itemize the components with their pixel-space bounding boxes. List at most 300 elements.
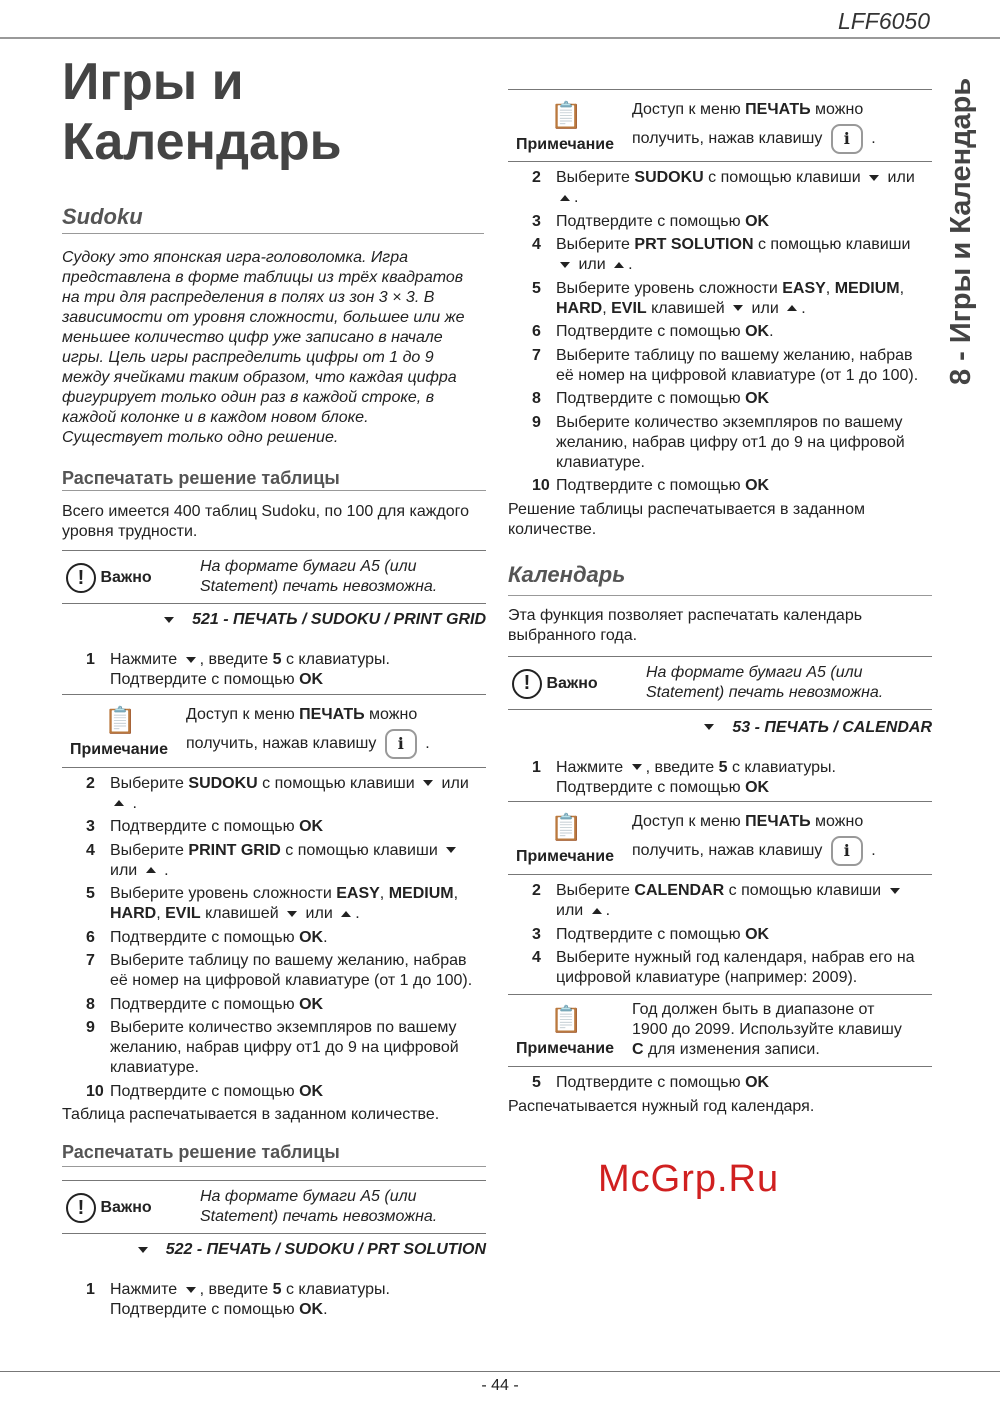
title-line: Игры и (62, 53, 244, 111)
text: с помощью клавиши (753, 236, 911, 253)
step-list (508, 881, 932, 988)
important-box (62, 557, 486, 603)
up-arrow-icon (560, 195, 570, 201)
section-heading: Распечатать решение таблицы (62, 1142, 340, 1162)
bold-text: OK (745, 323, 770, 340)
text: Выберите (556, 882, 635, 899)
text: с помощью клавиши (257, 774, 420, 792)
text: Выберите количество экземпляров по вашему желанию, набрав цифру от1 до 9 на цифровой клавиатуре. (556, 413, 905, 471)
step-text (110, 995, 323, 1015)
note-line (632, 96, 863, 124)
text: Выберите нужный год календаря, набрав его на цифровой клавиатуре (например: 2009). (556, 949, 915, 986)
text: , (156, 905, 166, 922)
text: . (866, 130, 876, 148)
step-text (110, 650, 486, 690)
exclamation-icon: ! (66, 1193, 96, 1223)
text: для изменения записи. (643, 1041, 820, 1058)
divider (62, 694, 486, 695)
note-box (62, 701, 486, 765)
text: . (628, 256, 633, 273)
note-label: Примечание (516, 136, 615, 153)
result-text (508, 500, 932, 540)
bold-text: PRINT GRID (188, 841, 281, 859)
text-line: На формате бумаги A5 (или (200, 558, 417, 575)
step-list (508, 1073, 932, 1093)
text: . (605, 902, 611, 919)
down-arrow-icon (423, 780, 433, 786)
bold-text: OK (299, 995, 324, 1013)
note-box (508, 808, 932, 872)
step-list (62, 650, 486, 690)
bold-text: OK (299, 818, 324, 835)
bold-text: OK (745, 212, 770, 230)
bold-text: OK (299, 1082, 324, 1100)
step-text (556, 948, 932, 988)
text: можно (810, 101, 864, 118)
model-header: LFF6050 (837, 8, 930, 34)
step-number: 1 (532, 758, 541, 776)
exclamation-icon: ! (512, 669, 542, 699)
note-box (508, 96, 932, 160)
note-line (632, 808, 863, 836)
text: Подтвердите с помощью (110, 1082, 300, 1100)
down-arrow-icon (287, 911, 297, 917)
note-text (632, 1000, 902, 1060)
text: с клавиатуры. Подтвердите с помощью (110, 1281, 390, 1318)
text: с клавиатуры. Подтвердите с помощью (110, 651, 390, 688)
text: , (379, 885, 389, 902)
step-item (86, 817, 486, 837)
step-number: 8 (86, 995, 95, 1013)
text: , введите (199, 651, 273, 668)
divider (508, 874, 932, 875)
text-line: фигурирует только один раз в каждой строке, в (62, 389, 435, 406)
step-number: 7 (86, 952, 95, 969)
step-number: 4 (532, 949, 541, 966)
text: Нажмите (110, 1281, 182, 1298)
info-key-icon: i (385, 729, 417, 759)
page-title (62, 52, 342, 172)
down-arrow-icon (890, 888, 900, 894)
step-text (556, 389, 769, 409)
step-text (556, 212, 769, 232)
text: , введите (645, 758, 719, 776)
step-item (532, 346, 932, 386)
bold-text: SUDOKU (634, 169, 704, 186)
divider (62, 550, 486, 551)
clipboard-icon: 📋 (550, 100, 583, 130)
text: Выберите уровень сложности (556, 279, 783, 297)
sudoku-intro (62, 248, 465, 448)
text: или (883, 169, 915, 186)
text: клавишей (646, 299, 730, 317)
step-item (86, 1280, 486, 1320)
divider (62, 603, 486, 604)
step-list (508, 168, 932, 496)
important-text (200, 557, 437, 597)
text: . (866, 842, 876, 860)
step-number: 3 (532, 212, 541, 230)
menu-path: 522 - ПЕЧАТЬ / SUDOKU / PRT SOLUTION (62, 1240, 486, 1260)
bold-text: ПЕЧАТЬ (745, 101, 811, 118)
bold-text: MEDIUM (388, 885, 454, 902)
step-text (556, 279, 932, 319)
bold-text: OK (745, 390, 770, 407)
note-line (632, 836, 876, 866)
step-item (86, 841, 486, 881)
important-box (508, 663, 932, 709)
text: , (453, 885, 459, 902)
text-line: Всего имеется 400 таблиц Sudoku, по 100 для каждого (62, 503, 470, 520)
note-line (186, 729, 430, 759)
clipboard-icon: 📋 (550, 812, 583, 842)
text-line (632, 1000, 902, 1020)
step-item (532, 476, 932, 496)
important-text (200, 1187, 437, 1227)
result-text: Таблица распечатывается в заданном количестве. (62, 1106, 440, 1123)
text: с клавиатуры. Подтвердите с помощью (556, 758, 836, 796)
bold-text: SUDOKU (188, 774, 258, 792)
divider (508, 1066, 932, 1067)
page-number: - 44 - (481, 1377, 519, 1394)
text: . (420, 734, 430, 752)
text-line: На формате бумаги A5 (или (646, 663, 863, 681)
divider (62, 1166, 486, 1167)
info-key-icon: i (831, 836, 863, 866)
step-item (532, 212, 932, 232)
divider (62, 1233, 486, 1234)
text: . (159, 861, 169, 879)
text: Выберите количество экземпляров по вашему желанию, набрав цифру от1 до 9 на цифровой клавиатуре. (110, 1019, 459, 1076)
bold-text: OK (745, 925, 770, 943)
text-line: представлена в форме таблицы из трёх квадратов (62, 269, 464, 286)
step-text (556, 322, 774, 342)
bold-text: EASY (336, 885, 380, 902)
text-line: зависимости от уровня сложности, большее или же (62, 309, 465, 326)
step-number: 10 (86, 1082, 104, 1100)
step-item (532, 881, 932, 921)
text: , введите (199, 1281, 273, 1298)
text-line: Судоку это японская игра-головоломка. Игра (62, 249, 408, 266)
down-arrow-icon (869, 175, 879, 181)
divider (508, 709, 932, 710)
step-text (556, 476, 769, 496)
bold-text: OK (299, 1301, 324, 1318)
step-text (110, 951, 486, 991)
text: Подтвердите с помощью (110, 928, 300, 946)
step-number: 2 (86, 774, 95, 792)
text: Доступ к меню (632, 813, 746, 830)
step-item (86, 1082, 486, 1102)
divider (62, 1180, 486, 1181)
step-item (86, 774, 486, 814)
text: Доступ к меню (632, 101, 746, 118)
step-number: 9 (532, 413, 541, 431)
note-label: Примечание (70, 740, 169, 758)
step-list (62, 774, 486, 1102)
text: можно (364, 705, 418, 723)
text-line: Statement) печать невозможна. (200, 1208, 438, 1225)
step-number: 3 (532, 925, 541, 943)
up-arrow-icon (592, 908, 602, 914)
step-number: 5 (86, 885, 95, 902)
step-item (86, 928, 486, 948)
left-column-flow (62, 467, 486, 1324)
text-line: Решение таблицы распечатывается в заданном (508, 500, 865, 518)
bold-text: CALENDAR (634, 882, 725, 899)
step-item (532, 168, 932, 208)
step-text (110, 1280, 486, 1320)
step-text (556, 235, 932, 275)
text: , (825, 279, 835, 297)
text-line: Statement) печать невозможна. (200, 578, 438, 595)
step-item (86, 650, 486, 690)
step-number: 9 (86, 1019, 95, 1036)
text: с помощью клавиши (280, 841, 443, 859)
menu-path: 521 - ПЕЧАТЬ / SUDOKU / PRINT GRID (62, 610, 486, 630)
down-arrow-icon (164, 617, 174, 623)
watermark: McGrp.Ru (598, 1157, 780, 1200)
bold-text: OK (745, 778, 770, 796)
text-line (632, 1040, 902, 1060)
note-line (186, 701, 417, 729)
text-line: уровня трудности. (62, 523, 198, 540)
text: Год должен быть в диапазоне от (632, 1001, 875, 1018)
divider (508, 994, 932, 995)
text: Подтвердите с помощью (556, 390, 746, 407)
text: можно (810, 813, 864, 830)
header-rule (0, 37, 1000, 39)
step-item (532, 1073, 932, 1093)
bold-text: 5 (272, 651, 282, 668)
text: Нажмите (110, 651, 182, 668)
clipboard-icon: 📋 (550, 1004, 583, 1034)
important-text (646, 663, 883, 703)
bold-text: OK (299, 928, 324, 946)
note-box (508, 1000, 932, 1066)
down-arrow-icon (186, 1287, 196, 1293)
chapter-side-tab: 8 - Игры и Календарь (945, 77, 977, 385)
text: Выберите (556, 169, 635, 186)
bold-text: ПЕЧАТЬ (745, 813, 811, 830)
sudoku-heading: Sudoku (62, 204, 143, 229)
up-arrow-icon (341, 911, 351, 917)
step-text (556, 758, 932, 798)
text: с помощью клавиши (724, 882, 886, 899)
step-text (556, 413, 932, 473)
step-text (556, 881, 932, 921)
bold-text: C (632, 1041, 644, 1058)
text-line: на три для распределения в полях из зон 3 × 3. В (62, 289, 435, 306)
text: или (574, 256, 611, 273)
important-label: ! Важно (66, 563, 152, 593)
bold-text: EASY (782, 279, 826, 297)
step-number: 5 (532, 1074, 541, 1091)
step-number: 5 (532, 279, 541, 297)
step-item (532, 925, 932, 945)
bold-text: PRT SOLUTION (634, 236, 754, 253)
text: получить, нажав клавишу (632, 842, 827, 860)
right-column-flow (508, 89, 932, 1201)
step-item (532, 235, 932, 275)
divider (508, 801, 932, 802)
step-text (110, 928, 328, 948)
note-label: Примечание (516, 1040, 615, 1057)
step-number: 6 (86, 928, 95, 946)
bold-text: OK (745, 477, 770, 494)
step-number: 2 (532, 882, 541, 899)
text: Подтвердите с помощью (556, 477, 746, 494)
text: Нажмите (556, 758, 628, 776)
up-arrow-icon (787, 305, 797, 311)
text: Выберите таблицу по вашему желанию, набрав её номер на цифровой клавиатуре (от 1 до 100). (110, 952, 473, 989)
bold-text: HARD (556, 299, 603, 317)
clipboard-icon: 📋 (104, 704, 137, 735)
text: или (110, 861, 142, 879)
text: . (574, 189, 579, 206)
text: . (323, 1301, 328, 1318)
step-list (508, 758, 932, 798)
text: получить, нажав клавишу (186, 734, 381, 752)
down-arrow-icon (704, 724, 714, 730)
section-text (62, 502, 486, 542)
section-heading: Распечатать решение таблицы (62, 468, 340, 488)
step-number: 7 (532, 346, 541, 364)
divider (508, 595, 932, 596)
text-line: игры. Цель игры распределить цифры от 1 до 9 (62, 349, 434, 366)
step-text (110, 1018, 486, 1078)
text: . (769, 323, 774, 340)
text: Подтвердите с помощью (556, 212, 746, 230)
down-arrow-icon (186, 657, 196, 663)
info-key-icon: i (831, 124, 863, 154)
text: . (355, 905, 360, 922)
text: , (899, 279, 905, 297)
note-label: Примечание (516, 848, 615, 865)
step-list (62, 1280, 486, 1320)
text: Подтвердите с помощью (556, 323, 746, 340)
up-arrow-icon (114, 800, 124, 806)
text: Выберите (110, 774, 189, 792)
step-item (532, 413, 932, 473)
divider (508, 656, 932, 657)
title-line: Календарь (62, 113, 342, 171)
bold-text: MEDIUM (834, 279, 900, 297)
text-line: каждой колонке и в каждом новом блоке. (62, 409, 369, 426)
step-text (556, 1073, 769, 1093)
step-number: 8 (532, 390, 541, 407)
down-arrow-icon (632, 764, 642, 770)
divider (62, 233, 484, 234)
text: или (437, 774, 469, 792)
text-line: Statement) печать невозможна. (646, 683, 884, 701)
text-line: меньшее количество цифр уже записано в начале (62, 329, 443, 346)
text: или (301, 905, 338, 922)
bold-text: EVIL (611, 299, 647, 317)
text: получить, нажав клавишу (632, 130, 827, 148)
note-line (632, 124, 876, 154)
divider (62, 767, 486, 768)
down-arrow-icon (560, 262, 570, 268)
step-item (532, 279, 932, 319)
text: Подтвердите с помощью (556, 925, 746, 943)
up-arrow-icon (146, 867, 156, 873)
text: . (128, 794, 137, 812)
text-line: Эта функция позволяет распечатать календарь (508, 606, 863, 624)
step-text (556, 168, 932, 208)
step-text (110, 841, 486, 881)
text-line: Существует только одно решение. (62, 429, 339, 446)
step-item (532, 322, 932, 342)
divider (508, 161, 932, 162)
text: или (747, 299, 784, 317)
step-number: 2 (532, 169, 541, 186)
text: Выберите (110, 841, 189, 859)
text: . (323, 928, 328, 946)
text: Выберите (556, 236, 635, 253)
text-line (632, 1020, 902, 1040)
step-item (532, 389, 932, 409)
step-number: 3 (86, 818, 95, 835)
down-arrow-icon (733, 305, 743, 311)
step-text (110, 1082, 323, 1102)
text-line: между ячейками таким образом, что каждая цифра (62, 369, 457, 386)
text: Выберите таблицу по вашему желанию, набрав её номер на цифровой клавиатуре (от 1 до 100). (556, 346, 919, 384)
step-item (532, 948, 932, 988)
step-item (86, 1018, 486, 1078)
section-text (508, 606, 932, 646)
step-text (110, 884, 486, 924)
text: , (602, 299, 612, 317)
step-number: 4 (532, 236, 541, 253)
bold-text: HARD (110, 905, 157, 922)
down-arrow-icon (138, 1247, 148, 1253)
text: Выберите уровень сложности (110, 885, 337, 902)
text: с помощью клавиши (703, 169, 866, 186)
step-number: 10 (532, 477, 550, 494)
menu-path: 53 - ПЕЧАТЬ / CALENDAR (508, 718, 932, 738)
important-label: ! Важно (512, 669, 598, 699)
important-label: ! Важно (66, 1193, 152, 1223)
text: Подтвердите с помощью (110, 818, 300, 835)
text: клавишей (200, 905, 284, 922)
exclamation-icon: ! (66, 563, 96, 593)
bold-text: OK (299, 671, 324, 688)
result-text: Распечатывается нужный год календаря. (508, 1097, 815, 1115)
step-item (86, 995, 486, 1015)
calendar-heading: Календарь (508, 561, 626, 587)
step-number: 1 (86, 651, 95, 668)
step-text (110, 817, 323, 837)
footer-rule (0, 1371, 1000, 1372)
bold-text: OK (745, 1074, 770, 1091)
bold-text: EVIL (165, 905, 201, 922)
text: или (556, 902, 588, 919)
step-item (86, 951, 486, 991)
up-arrow-icon (614, 262, 624, 268)
down-arrow-icon (446, 847, 456, 853)
text-line: выбранного года. (508, 626, 638, 644)
bold-text: 5 (272, 1281, 282, 1298)
text: Доступ к меню (186, 705, 300, 723)
step-number: 6 (532, 323, 541, 340)
text: . (801, 299, 806, 317)
step-item (86, 884, 486, 924)
step-item (532, 758, 932, 798)
step-number: 4 (86, 841, 95, 859)
step-text (556, 346, 932, 386)
text: Подтвердите с помощью (556, 1074, 746, 1091)
